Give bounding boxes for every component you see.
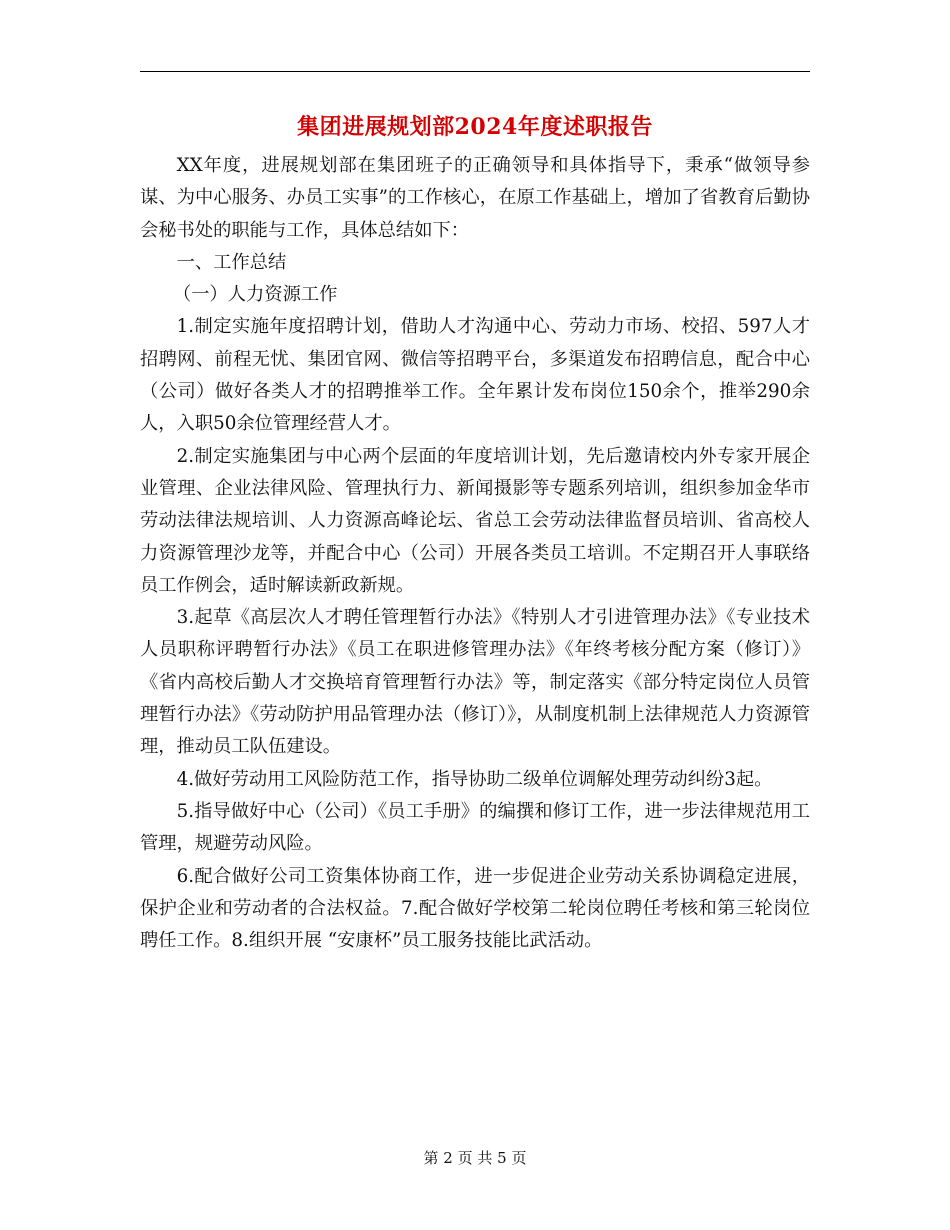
item-paragraph-3: 3.起草《高层次人才聘任管理暂行办法》《特别人才引进管理办法》《专业技术人员职称评聘暂行办法》《员工在职进修管理办法》《年终考核分配方案（修订）》《省内高校后勤人才交换培育管理暂行办法》等，制定落实《部分特定岗位人员管理暂行办法》《劳动防护用品管理办法（修订）》，从制度机制上法律规范人力资源管理，推动员工队伍建设。 (140, 607, 810, 758)
header-rule (140, 71, 810, 72)
page-number-footer: 第 2 页 共 5 页 (423, 1149, 527, 1167)
subsection-heading: （一）人力资源工作 (172, 284, 338, 306)
item-paragraph-1: 1.制定实施年度招聘计划，借助人才沟通中心、劳动力市场、校招、597人才招聘网、前程无忧、集团官网、微信等招聘平台，多渠道发布招聘信息，配合中心（公司）做好各类人才的招聘推举工作。全年累计发布岗位150余个，推举290余人，入职50余位管理经营人才。 (140, 316, 810, 435)
item-paragraph-5: 5.指导做好中心（公司）《员工手册》的编撰和修订工作，进一步法律规范用工管理，规避劳动风险。 (140, 800, 810, 855)
item-paragraph-2: 2.制定实施集团与中心两个层面的年度培训计划，先后邀请校内外专家开展企业管理、企业法律风险、管理执行力、新闻摄影等专题系列培训，组织参加金华市劳动法律法规培训、人力资源高峰论坛、省总工会劳动法律监督员培训、省高校人力资源管理沙龙等，并配合中心（公司）开展各类员工培训。不定期召开人事联络员工作例会，适时解读新政新规。 (140, 445, 810, 596)
section-heading: 一、工作总结 (176, 251, 287, 273)
intro-paragraph: XX年度，进展规划部在集团班子的正确领导和具体指导下，秉承“做领导参谋、为中心服务、办员工实事”的工作核心，在原工作基础上，增加了省教育后勤协会秘书处的职能与工作，具体总结如下： (140, 155, 810, 241)
document-body (140, 150, 810, 957)
document-title: 集团进展规划部2024年度述职报告 (297, 114, 653, 140)
item-paragraph-4: 4.做好劳动用工风险防范工作，指导协助二级单位调解处理劳动纠纷3起。 (176, 768, 773, 790)
item-paragraph-6: 6.配合做好公司工资集体协商工作，进一步促进企业劳动关系协调稳定进展，保护企业和劳动者的合法权益。7.配合做好学校第二轮岗位聘任考核和第三轮岗位聘任工作。8.组织开展 “安康杯”员工服务技能比武活动。 (140, 865, 810, 952)
